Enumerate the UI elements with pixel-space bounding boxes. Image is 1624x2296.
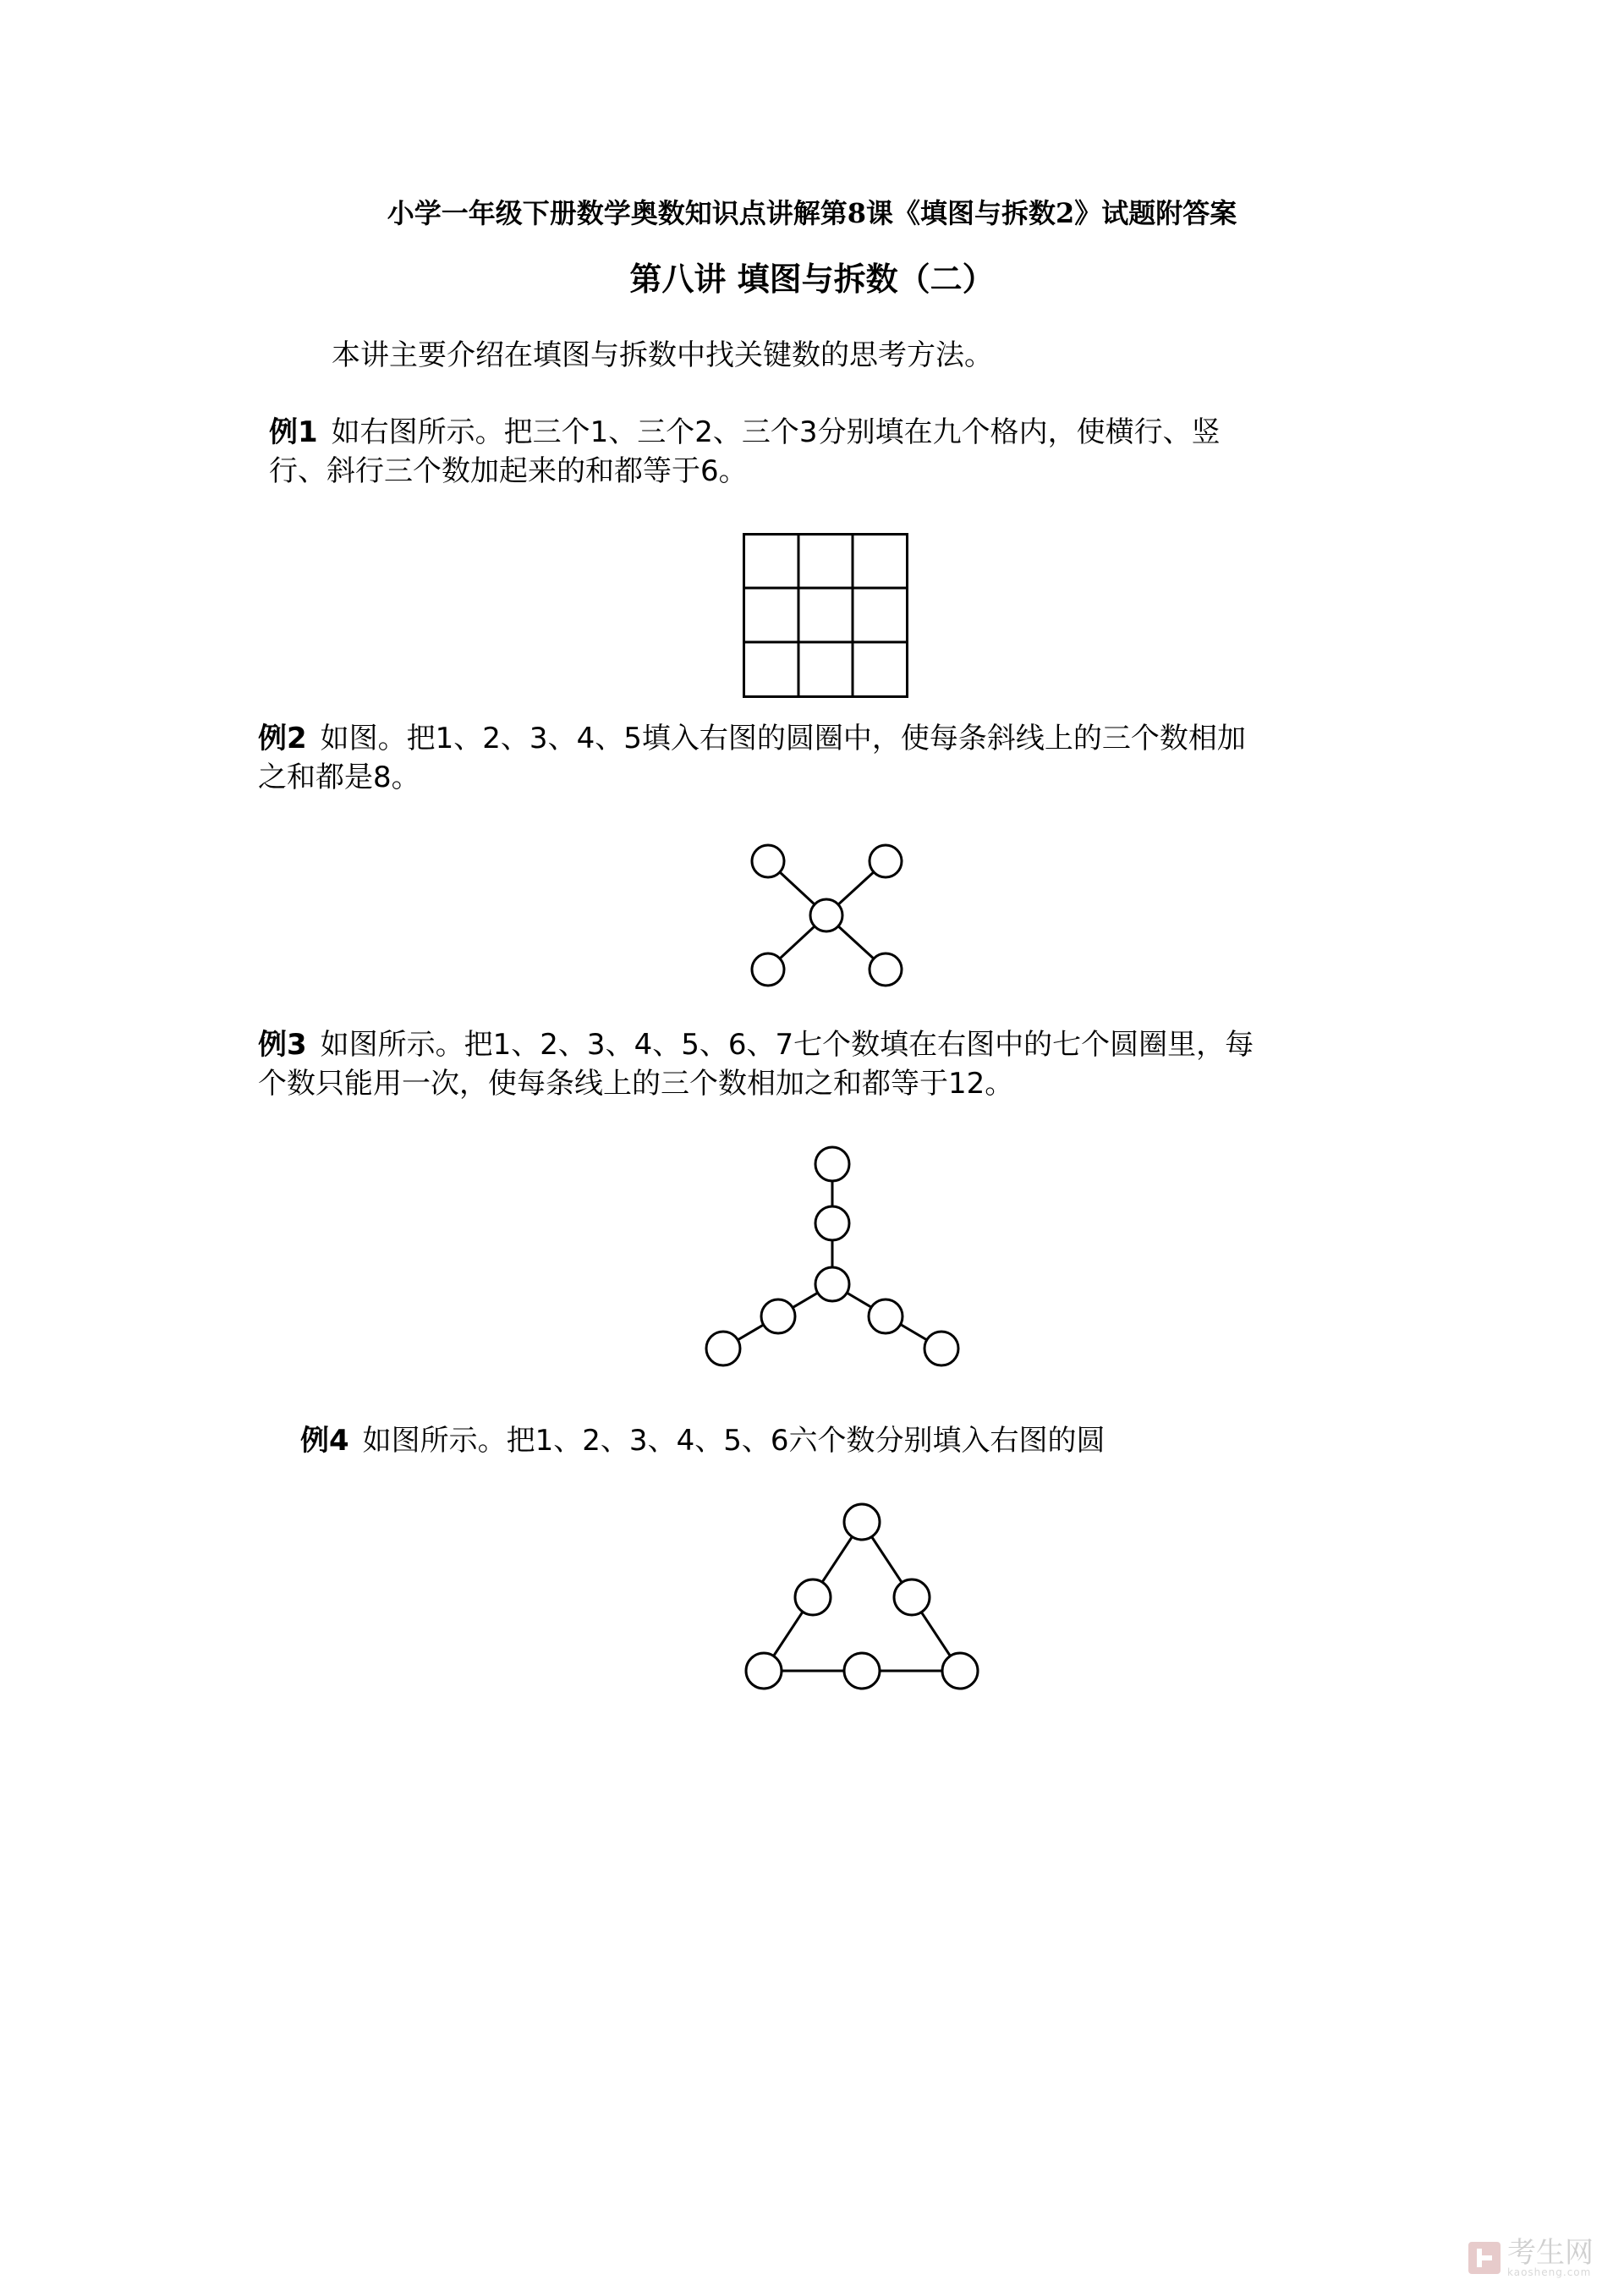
circle-top-left (752, 845, 784, 877)
example-3-label: 例3 (258, 1028, 307, 1062)
circle-center (815, 1267, 849, 1301)
circle-bottom-right (942, 1653, 978, 1689)
example-4-label: 例4 (300, 1424, 349, 1458)
circle-apex (844, 1504, 880, 1540)
x-shape-figure (744, 838, 914, 990)
circle-center (810, 899, 842, 931)
example-2-label: 例2 (258, 722, 307, 755)
example-2-line-2: 之和都是8。 (258, 761, 420, 794)
grid-3x3-figure (743, 533, 912, 702)
circle-right-mid (894, 1579, 930, 1615)
example-1-line-2: 行、斜行三个数加起来的和都等于6。 (269, 454, 748, 488)
intro-paragraph: 本讲主要介绍在填图与拆数中找关键数的思考方法。 (332, 338, 993, 372)
watermark-subtext: kaosheng.com (1507, 2266, 1592, 2278)
watermark (1468, 2238, 1594, 2277)
triangle-figure (736, 1502, 990, 1713)
circle-left-1 (761, 1299, 795, 1333)
example-4-line-1: 例4 如图所示。把1、2、3、4、5、6六个数分别填入右图的圆 (300, 1424, 1106, 1458)
example-4-text (300, 1421, 1105, 1460)
y-shape-figure (694, 1134, 964, 1387)
circle-top-2 (815, 1206, 849, 1240)
lecture-title: 第八讲 填图与拆数（二） (629, 260, 995, 298)
example-1-text (269, 413, 1221, 491)
circle-left-mid (795, 1579, 831, 1615)
circle-bottom-right (870, 953, 902, 986)
circle-right-1 (869, 1299, 903, 1333)
example-2-line-1: 例2 如图。把1、2、3、4、5填入右图的圆圈中，使每条斜线上的三个数相加 (258, 722, 1246, 755)
watermark-text: 考生网 (1507, 2236, 1594, 2270)
grid-outline (744, 535, 908, 697)
example-2-text (258, 719, 1246, 797)
circle-top-1 (815, 1147, 849, 1181)
circle-top-right (870, 845, 902, 877)
circle-right-2 (924, 1332, 958, 1365)
example-3-line-2: 个数只能用一次，使每条线上的三个数相加之和都等于12。 (258, 1067, 1014, 1101)
circle-bottom-mid (844, 1653, 880, 1689)
circle-left-2 (706, 1332, 740, 1365)
example-3-line-1: 例3 如图所示。把1、2、3、4、5、6、7七个数填在右图中的七个圆圈里，每 (258, 1028, 1254, 1062)
circle-bottom-left (752, 953, 784, 986)
example-3-text (258, 1025, 1254, 1103)
watermark-logo-icon (1468, 2242, 1501, 2274)
circle-bottom-left (746, 1653, 782, 1689)
example-1-label: 例1 (269, 415, 318, 449)
example-1-line-1: 例1 如右图所示。把三个1、三个2、三个3分别填在九个格内，使横行、竖 (269, 415, 1221, 449)
document-title: 小学一年级下册数学奥数知识点讲解第8课《填图与拆数2》试题附答案 (387, 197, 1237, 229)
